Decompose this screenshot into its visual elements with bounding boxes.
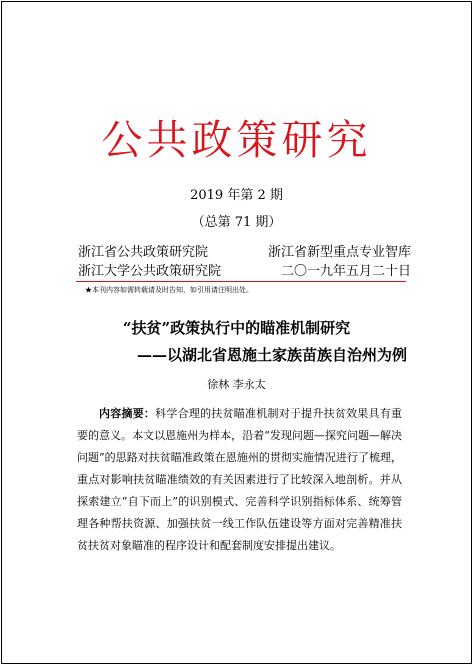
reprint-notice: ★本刊内容如需转载请及时告知，如引用请注明出处。	[85, 286, 253, 294]
publisher-row-2	[78, 265, 411, 278]
total-issue-number: （总第 71 期）	[191, 215, 282, 230]
article-authors: 徐林 李永太	[207, 378, 266, 391]
publisher-right-1: 浙江省新型重点专业智库	[267, 245, 411, 260]
journal-title: 公共政策研究	[101, 116, 372, 164]
article-subtitle: ——以湖北省恩施土家族苗族自治州为例	[137, 346, 408, 364]
document-page	[1, 1, 472, 664]
publisher-left-1: 浙江省公共政策研究院	[78, 245, 209, 260]
publication-date: 二〇一九年五月二十日	[280, 264, 411, 279]
publisher-left-2: 浙江大学公共政策研究院	[78, 264, 222, 279]
red-divider	[76, 281, 406, 282]
issue-number: 2019 年第 2 期	[190, 188, 283, 203]
abstract-paragraph	[77, 403, 402, 557]
abstract-label: 内容摘要：	[99, 407, 156, 420]
article-title: “扶贫”政策执行中的瞄准机制研究	[122, 319, 351, 337]
publisher-row-1	[78, 246, 411, 259]
abstract-text: 科学合理的扶贫瞄准机制对于提升扶贫效果具有重要的意义。本文以恩施州为样本，沿着“发现问题—探究问题—解决问题”的思路对扶贫瞄准政策在恩施州的贯彻实施情况进行了梳理，重点对影响扶贫瞄准绩效的有关因素进行了比较深入地剖析。并从探索建立“自下而上”的识别模式、完善科学识别指标体系、统筹管理各种帮扶资源、加强扶贫一线工作队伍建设等方面对完善精准扶贫扶贫对象瞄准的程序设计和配套制度安排提出建议。	[77, 407, 403, 552]
